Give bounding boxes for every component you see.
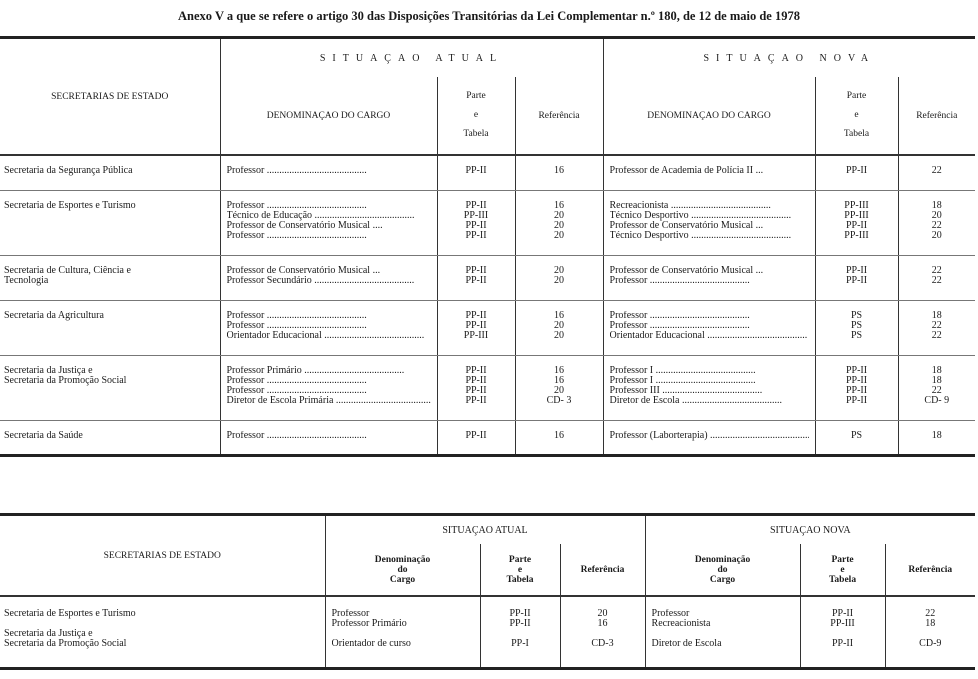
cargo-name: Professor I .....: [610, 376, 809, 386]
referencia-value: 18: [931, 200, 942, 211]
header-denominacao-nova: DENOMINAÇAO DO CARGO: [603, 77, 815, 155]
table-row: [0, 155, 975, 190]
table-row: [0, 255, 975, 300]
header-parte-nova: Parte e Tabela: [815, 77, 898, 155]
referencia-value: 22: [931, 320, 942, 331]
cargo-name: Orientador Educacional .....: [610, 331, 809, 341]
cargo-name: Professor .....: [227, 321, 431, 331]
referencia-value: 20: [931, 230, 942, 241]
parte-tabela-value: PP-II: [465, 166, 487, 176]
referencia-value: CD-3: [591, 639, 614, 649]
cargo-cell: [325, 596, 480, 668]
parte-tabela-value: PS: [850, 430, 863, 441]
header-denominacao-atual: DENOMINAÇAO DO CARGO: [220, 77, 437, 155]
cargo-cell: [603, 420, 815, 455]
parte-cell: [815, 190, 898, 255]
secretaria-name: Secretaria de Cultura, Ciência e: [4, 265, 131, 276]
referencia-value: 20: [554, 220, 564, 231]
cargo-name: Professor .....: [227, 386, 431, 396]
header-secretarias: SECRETARIAS DE ESTADO: [0, 515, 325, 597]
secretaria-name: Secretaria da Saúde: [4, 430, 83, 441]
referencia-cell: [898, 155, 975, 190]
cargo-name: Professor de Conservatório Musical ...: [609, 220, 764, 231]
header-parte-nova: Parte e Tabela: [800, 544, 885, 596]
header-referencia-atual: Referência: [560, 544, 645, 596]
cargo-name: Professor: [651, 609, 690, 619]
secretaria-name: Secretaria da Agricultura: [4, 310, 104, 321]
cargo-cell: [220, 355, 437, 420]
referencia-value: 16: [554, 365, 564, 376]
cargo-name: Diretor de Escola: [651, 639, 722, 649]
referencia-value: 22: [931, 385, 942, 396]
parte-tabela-value: PP-III: [463, 330, 489, 341]
secretaria-name: Secretaria da Justiça e: [4, 629, 93, 639]
cargo-name: Recreacionista .....: [610, 201, 809, 211]
referencia-value: 22: [931, 275, 942, 286]
parte-tabela-value: PS: [850, 310, 863, 321]
referencia-value: 20: [554, 230, 564, 241]
cargo-cell: [220, 420, 437, 455]
table-row: [0, 596, 975, 668]
cargo-name: Diretor de Escola Primária .....: [227, 396, 431, 406]
referencia-value: 16: [554, 375, 564, 386]
secretaria-cell: [0, 190, 220, 255]
cargo-name: Professor de Conservatório Musical ...: [226, 265, 381, 276]
referencia-value: 16: [554, 166, 564, 176]
parte-tabela-value: PP-II: [845, 166, 868, 176]
parte-tabela-value: PS: [850, 320, 863, 331]
parte-tabela-value: PP-III: [844, 230, 869, 241]
parte-cell: [437, 300, 515, 355]
cargo-name: Professor Primário .....: [227, 366, 431, 376]
cargo-name: Professor (Laborterapia) .....: [610, 431, 809, 441]
cargo-name: Professor .....: [227, 201, 431, 211]
cargo-cell: [603, 355, 815, 420]
cargo-name: Professor de Conservatório Musical ...: [609, 265, 764, 276]
cargo-name: Professor Primário: [331, 619, 407, 629]
cargo-name: Professor de Conservatório Musical ....: [226, 220, 383, 231]
referencia-value: 20: [554, 330, 564, 341]
referencia-value: [567, 629, 639, 639]
referencia-cell: [515, 420, 603, 455]
parte-tabela-value: PP-I: [511, 639, 529, 649]
header-referencia-atual: Referência: [515, 77, 603, 155]
parte-cell: [815, 155, 898, 190]
referencia-value: CD-9: [919, 639, 942, 649]
secretaria-cell: [0, 355, 220, 420]
parte-tabela-value: PP-III: [844, 200, 869, 211]
cargo-cell: [220, 190, 437, 255]
header-referencia-nova: Referência: [898, 77, 975, 155]
referencia-value: 20: [597, 609, 608, 619]
parte-cell: [437, 420, 515, 455]
secretaria-name: Secretaria da Promoção Social: [4, 375, 127, 386]
referencia-value: 20: [554, 385, 564, 396]
parte-tabela-value: PP-II: [845, 275, 868, 286]
cargo-name: Orientador de curso: [331, 639, 411, 649]
secretaria-name: Secretaria da Segurança Pública: [4, 166, 133, 176]
cargo-name: Professor .....: [227, 431, 431, 441]
cargo-name: Técnico Desportivo .....: [610, 211, 809, 221]
annex-table: [0, 36, 975, 457]
parte-tabela-value: PP-II: [465, 310, 487, 321]
cargo-name: Técnico de Educação .....: [227, 211, 431, 221]
referencia-value: CD- 9: [924, 395, 950, 406]
referencia-value: 22: [931, 166, 942, 176]
cargo-name: Professor Secundário .....: [227, 276, 431, 286]
referencia-value: 16: [597, 619, 608, 629]
cargo-cell: [603, 300, 815, 355]
header-situacao-atual: SITUAÇAO ATUAL: [325, 515, 645, 545]
table-row: [0, 355, 975, 420]
secretaria-name: Tecnologia: [4, 275, 49, 286]
parte-cell: [480, 596, 560, 668]
header-parte-atual: Parte e Tabela: [480, 544, 560, 596]
referencia-value: 22: [931, 265, 942, 276]
secretaria-name: Secretaria de Esportes e Turismo: [4, 200, 136, 211]
cargo-cell: [645, 596, 800, 668]
parte-tabela-value: PP-II: [465, 200, 487, 211]
cargo-cell: [220, 155, 437, 190]
referencia-cell: [898, 255, 975, 300]
cargo-name: [652, 629, 794, 639]
parte-tabela-value: PP-III: [830, 619, 855, 629]
referencia-cell: [515, 255, 603, 300]
secretaria-cell: [0, 420, 220, 455]
parte-cell: [437, 190, 515, 255]
referencia-cell: [515, 190, 603, 255]
referencia-cell: [515, 155, 603, 190]
parte-tabela-value: PP-II: [831, 609, 854, 619]
referencia-value: 20: [931, 210, 942, 221]
referencia-value: 22: [931, 330, 942, 341]
table-row: [0, 190, 975, 255]
header-denominacao-nova: Denominação do Cargo: [645, 544, 800, 596]
parte-tabela-value: [807, 629, 879, 639]
parte-tabela-value: PP-II: [465, 385, 487, 396]
cargo-name: Professor .....: [610, 321, 809, 331]
parte-tabela-value: PP-II: [845, 365, 868, 376]
cargo-name: Professor: [331, 609, 370, 619]
referencia-value: 22: [931, 220, 942, 231]
cargo-name: Professor I .....: [610, 366, 809, 376]
secretaria-name: [4, 619, 319, 629]
cargo-name: Professor .....: [227, 311, 431, 321]
referencia-cell: [898, 190, 975, 255]
cargo-name: Professor III .....: [610, 386, 809, 396]
secretaria-name: Secretaria de Esportes e Turismo: [4, 609, 136, 619]
secretaria-name: Secretaria da Justiça e: [4, 365, 93, 376]
referencia-value: 20: [554, 210, 564, 221]
referencia-value: 18: [931, 375, 942, 386]
referencia-value: 20: [554, 320, 564, 331]
secretaria-cell: [0, 596, 325, 668]
cargo-cell: [603, 155, 815, 190]
parte-cell: [815, 355, 898, 420]
annex-table-2: [0, 513, 975, 670]
header-situacao-atual: SITUAÇAO ATUAL: [220, 38, 603, 78]
referencia-cell: [898, 300, 975, 355]
referencia-cell: [885, 596, 975, 668]
parte-tabela-value: PP-II: [845, 265, 868, 276]
parte-tabela-value: PP-II: [465, 375, 487, 386]
table-row: [0, 300, 975, 355]
document-title: Anexo V a que se refere o artigo 30 das Disposições Transitórias da Lei Complementar n.º 180, de 12 de maio de 1978: [178, 9, 800, 23]
header-secretarias: SECRETARIAS DE ESTADO: [0, 38, 220, 156]
header-referencia-nova: Referência: [885, 544, 975, 596]
parte-tabela-value: PP-II: [465, 320, 487, 331]
secretaria-cell: [0, 300, 220, 355]
referencia-value: 20: [554, 275, 564, 286]
cargo-name: Professor .....: [610, 276, 809, 286]
header-denominacao-atual: Denominação do Cargo: [325, 544, 480, 596]
header-situacao-nova: SITUAÇAO NOVA: [645, 515, 975, 545]
cargo-name: Professor .....: [227, 231, 431, 241]
parte-cell: [437, 155, 515, 190]
secretaria-name: Secretaria da Promoção Social: [4, 639, 127, 649]
parte-tabela-value: PS: [850, 330, 863, 341]
parte-tabela-value: PP-II: [509, 609, 531, 619]
cargo-name: Professor .....: [610, 311, 809, 321]
parte-tabela-value: PP-II: [465, 430, 487, 441]
referencia-value: 22: [925, 609, 936, 619]
parte-tabela-value: PP-II: [845, 375, 868, 386]
cargo-name: Professor de Academia de Polícia II ...: [609, 166, 764, 176]
cargo-name: [332, 629, 474, 639]
secretaria-cell: [0, 155, 220, 190]
referencia-value: 20: [554, 265, 564, 276]
parte-tabela-value: PP-II: [509, 619, 531, 629]
parte-tabela-value: PP-II: [465, 275, 487, 286]
cargo-name: Recreacionista: [651, 619, 711, 629]
referencia-value: 16: [554, 200, 564, 211]
header-situacao-nova: SITUAÇAO NOVA: [603, 38, 975, 78]
referencia-cell: [515, 355, 603, 420]
referencia-cell: [515, 300, 603, 355]
parte-cell: [800, 596, 885, 668]
cargo-name: Professor .....: [227, 166, 431, 176]
referencia-value: 18: [925, 619, 936, 629]
parte-tabela-value: PP-II: [845, 395, 868, 406]
cargo-name: Professor .....: [227, 376, 431, 386]
parte-tabela-value: [487, 629, 554, 639]
parte-cell: [437, 255, 515, 300]
table-row: [0, 420, 975, 455]
referencia-value: 18: [931, 365, 942, 376]
parte-tabela-value: PP-III: [844, 210, 869, 221]
referencia-cell: [898, 355, 975, 420]
referencia-value: 18: [931, 310, 942, 321]
header-parte-atual: Parte e Tabela: [437, 77, 515, 155]
referencia-value: 16: [554, 430, 564, 441]
parte-cell: [815, 300, 898, 355]
parte-cell: [815, 255, 898, 300]
referencia-value: 16: [554, 310, 564, 321]
secretaria-cell: [0, 255, 220, 300]
cargo-cell: [220, 300, 437, 355]
parte-cell: [437, 355, 515, 420]
cargo-cell: [603, 255, 815, 300]
referencia-cell: [898, 420, 975, 455]
parte-tabela-value: PP-II: [831, 639, 854, 649]
parte-cell: [815, 420, 898, 455]
parte-tabela-value: PP-II: [465, 395, 487, 406]
parte-tabela-value: PP-III: [463, 210, 489, 221]
cargo-cell: [603, 190, 815, 255]
parte-tabela-value: PP-II: [465, 265, 487, 276]
referencia-cell: [560, 596, 645, 668]
parte-tabela-value: PP-II: [465, 230, 487, 241]
parte-tabela-value: PP-II: [845, 385, 868, 396]
referencia-value: [892, 629, 970, 639]
cargo-name: Técnico Desportivo .....: [610, 231, 809, 241]
referencia-value: 18: [931, 430, 942, 441]
cargo-name: Orientador Educacional .....: [227, 331, 431, 341]
parte-tabela-value: PP-II: [845, 220, 868, 231]
cargo-name: Diretor de Escola .....: [610, 396, 809, 406]
parte-tabela-value: PP-II: [465, 365, 487, 376]
cargo-cell: [220, 255, 437, 300]
referencia-value: CD- 3: [546, 395, 572, 406]
parte-tabela-value: PP-II: [465, 220, 487, 231]
